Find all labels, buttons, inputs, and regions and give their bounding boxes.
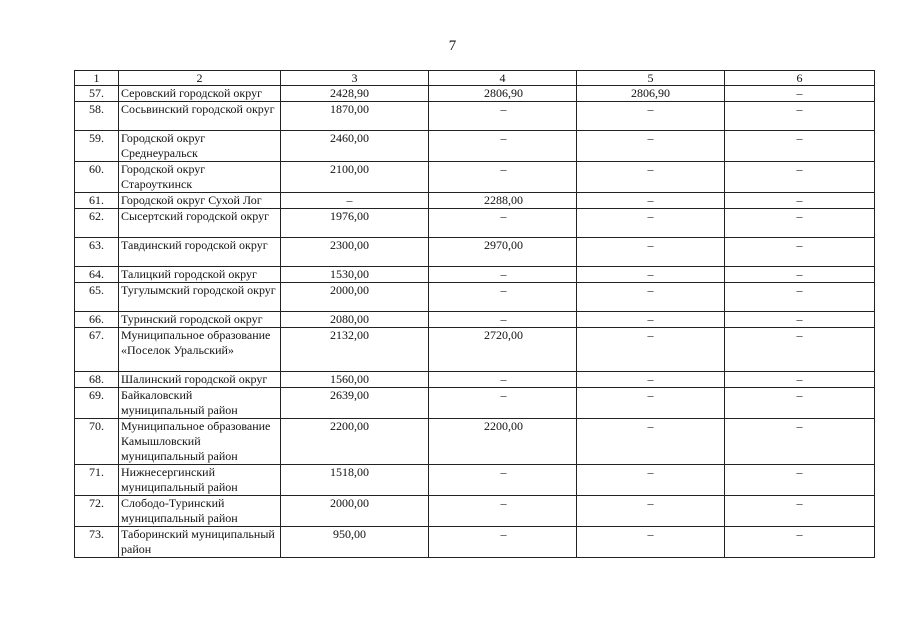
value-col-6: – [725,465,875,496]
value-col-3: 1560,00 [281,372,429,388]
table-row [75,86,875,102]
municipality-name: Муниципальное образование Камышловский муниципальный район [119,419,281,465]
municipality-name: Муниципальное образование «Поселок Уральский» [119,328,281,372]
row-number: 70. [75,419,119,465]
table-row [75,193,875,209]
column-header: 4 [429,71,577,86]
table-row [75,465,875,496]
table-row [75,527,875,558]
value-col-5: – [577,131,725,162]
value-col-3: 1976,00 [281,209,429,238]
value-col-5: – [577,193,725,209]
value-col-4: – [429,372,577,388]
value-col-6: – [725,162,875,193]
column-header: 2 [119,71,281,86]
value-col-4: – [429,131,577,162]
value-col-4: – [429,267,577,283]
table-row [75,328,875,372]
row-number: 58. [75,102,119,131]
row-number: 59. [75,131,119,162]
value-col-4: 2970,00 [429,238,577,267]
row-number: 57. [75,86,119,102]
value-col-3: 1870,00 [281,102,429,131]
value-col-3: 1518,00 [281,465,429,496]
table-row [75,283,875,312]
value-col-4: – [429,465,577,496]
value-col-4: 2288,00 [429,193,577,209]
value-col-3: 2200,00 [281,419,429,465]
value-col-5: – [577,238,725,267]
value-col-6: – [725,131,875,162]
municipality-name: Шалинский городской округ [119,372,281,388]
value-col-5: 2806,90 [577,86,725,102]
municipality-name: Городской округ Среднеуральск [119,131,281,162]
value-col-5: – [577,388,725,419]
value-col-3: 2300,00 [281,238,429,267]
table-row [75,131,875,162]
value-col-3: 2100,00 [281,162,429,193]
value-col-6: – [725,527,875,558]
value-col-4: – [429,312,577,328]
value-col-6: – [725,283,875,312]
value-col-6: – [725,102,875,131]
value-col-4: – [429,527,577,558]
row-number: 73. [75,527,119,558]
table-row [75,267,875,283]
value-col-4: – [429,388,577,419]
value-col-3: – [281,193,429,209]
table-row [75,102,875,131]
municipality-name: Городской округ Староуткинск [119,162,281,193]
row-number: 65. [75,283,119,312]
row-number: 68. [75,372,119,388]
value-col-3: 2639,00 [281,388,429,419]
table-row [75,312,875,328]
column-header: 6 [725,71,875,86]
value-col-5: – [577,328,725,372]
column-header: 1 [75,71,119,86]
row-number: 72. [75,496,119,527]
row-number: 66. [75,312,119,328]
value-col-5: – [577,267,725,283]
value-col-5: – [577,312,725,328]
value-col-4: – [429,102,577,131]
value-col-5: – [577,283,725,312]
page-number: 7 [448,38,457,54]
row-number: 64. [75,267,119,283]
value-col-6: – [725,328,875,372]
data-table [74,70,875,558]
value-col-4: 2200,00 [429,419,577,465]
value-col-6: – [725,267,875,283]
row-number: 61. [75,193,119,209]
municipality-name: Слободо-Туринский муниципальный район [119,496,281,527]
value-col-3: 2080,00 [281,312,429,328]
value-col-6: – [725,209,875,238]
value-col-3: 2428,90 [281,86,429,102]
row-number: 69. [75,388,119,419]
value-col-3: 2000,00 [281,496,429,527]
municipality-name: Сысертский городской округ [119,209,281,238]
value-col-6: – [725,312,875,328]
table-row [75,162,875,193]
value-col-6: – [725,193,875,209]
row-number: 71. [75,465,119,496]
table-row [75,388,875,419]
row-number: 67. [75,328,119,372]
municipality-name: Серовский городской округ [119,86,281,102]
value-col-6: – [725,496,875,527]
column-header: 3 [281,71,429,86]
value-col-5: – [577,465,725,496]
value-col-6: – [725,372,875,388]
value-col-5: – [577,102,725,131]
value-col-6: – [725,238,875,267]
value-col-5: – [577,209,725,238]
header-row [75,71,875,86]
row-number: 63. [75,238,119,267]
municipality-name: Сосьвинский городской округ [119,102,281,131]
municipality-name: Городской округ Сухой Лог [119,193,281,209]
table-row [75,372,875,388]
municipality-name: Тавдинский городской округ [119,238,281,267]
value-col-3: 1530,00 [281,267,429,283]
table-row [75,209,875,238]
value-col-3: 2132,00 [281,328,429,372]
value-col-3: 2000,00 [281,283,429,312]
column-header: 5 [577,71,725,86]
municipality-name: Талицкий городской округ [119,267,281,283]
table-body [75,86,875,558]
value-col-5: – [577,372,725,388]
value-col-4: – [429,283,577,312]
value-col-4: – [429,496,577,527]
value-col-3: 950,00 [281,527,429,558]
value-col-5: – [577,162,725,193]
municipality-name: Нижнесергинский муниципальный район [119,465,281,496]
municipality-name: Туринский городской округ [119,312,281,328]
table-row [75,238,875,267]
value-col-5: – [577,419,725,465]
value-col-4: 2720,00 [429,328,577,372]
municipality-name: Тугулымский городской округ [119,283,281,312]
value-col-4: – [429,162,577,193]
value-col-5: – [577,496,725,527]
row-number: 62. [75,209,119,238]
value-col-6: – [725,86,875,102]
value-col-4: – [429,209,577,238]
municipality-name: Байкаловский муниципальный район [119,388,281,419]
municipality-name: Таборинский муниципальный район [119,527,281,558]
row-number: 60. [75,162,119,193]
value-col-3: 2460,00 [281,131,429,162]
value-col-4: 2806,90 [429,86,577,102]
value-col-6: – [725,419,875,465]
table-row [75,419,875,465]
table-row [75,496,875,527]
value-col-5: – [577,527,725,558]
value-col-6: – [725,388,875,419]
